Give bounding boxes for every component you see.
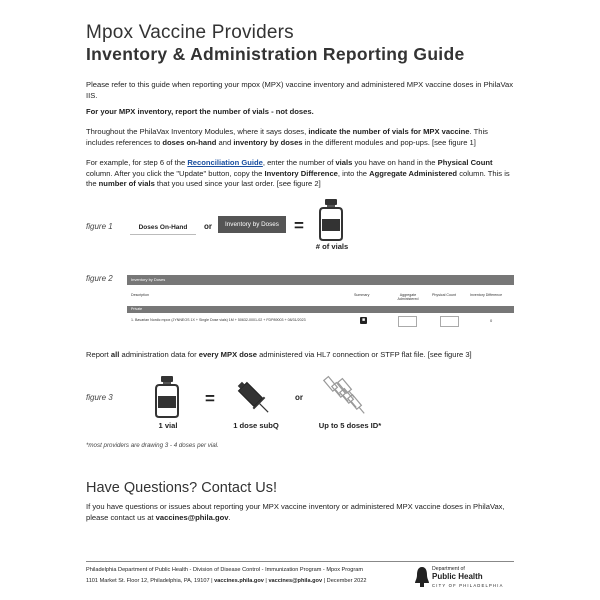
- inventory-by-doses-tab: Inventory by Doses: [218, 216, 286, 233]
- footer-email[interactable]: vaccines@phila.gov: [268, 578, 323, 584]
- inventory-table-title: Inventory by Doses: [127, 275, 514, 285]
- intro-paragraph: Please refer to this guide when reporting your mpox (MPX) vaccine inventory and administered MPX vaccine doses in PhilaVax IIS.: [86, 80, 514, 100]
- footer-divider: [86, 561, 514, 562]
- figure-3-label: figure 3: [86, 393, 113, 402]
- aggregate-administered-input: [398, 316, 417, 327]
- physical-count-input: [440, 316, 459, 327]
- questions-paragraph: If you have questions or issues about reporting your MPX vaccine inventory or administered MPX vaccine doses in PhilaVax, please contact us at vaccines@phila.gov.: [86, 502, 505, 522]
- col-inventory-difference: Inventory Difference: [470, 293, 503, 297]
- vial-icon: [155, 376, 179, 418]
- logo-city: CITY OF PHILADELPHIA: [432, 583, 504, 588]
- footer-line-1: Philadelphia Department of Public Health - Division of Disease Control - Immunization Program - Mpox Program: [86, 567, 364, 573]
- syringe-icon: [234, 378, 274, 418]
- figure-3-caption-id: Up to 5 doses ID*: [318, 421, 382, 430]
- figure-1-label: figure 1: [86, 222, 113, 231]
- logo-public-health: Public Health: [432, 572, 483, 581]
- contact-email[interactable]: vaccines@phila.gov: [155, 512, 229, 522]
- col-physical-count: Physical Count: [432, 293, 456, 297]
- figure-1-caption: # of vials: [315, 242, 349, 251]
- figure-1-or: or: [204, 222, 212, 231]
- col-summary: Summary: [354, 293, 370, 297]
- summary-icon: ■: [361, 317, 366, 323]
- col-aggregate-administered: Aggregate Administered: [397, 293, 419, 301]
- footer-line-2: 1101 Market St. Floor 12, Philadelphia, PA, 19107 | vaccines.phila.gov | vaccines@phila.gov | December 2022: [86, 578, 367, 584]
- footnote: *most providers are drawing 3 - 4 doses per vial.: [86, 442, 219, 449]
- doses-on-hand-label: Doses On-Hand: [130, 221, 196, 235]
- figure-3-caption-vial: 1 vial: [158, 421, 178, 430]
- page-title: Inventory & Administration Reporting Guide: [86, 44, 465, 64]
- title-line-1: Mpox Vaccine Providers: [86, 22, 294, 43]
- figure-2-label: figure 2: [86, 274, 113, 283]
- logo-department: Department of: [432, 566, 465, 572]
- questions-heading: Have Questions? Contact Us!: [86, 480, 278, 496]
- figure-3-or: or: [295, 393, 303, 402]
- modules-paragraph: Throughout the PhilaVax Inventory Modules, where it says doses, indicate the number of vials for MPX vaccine. This includes references to doses on-hand and inventory by doses in the different modules and pop-ups. [see figure 1]: [86, 127, 488, 147]
- figure-1-equals: =: [294, 216, 304, 235]
- figure-3-equals: =: [205, 389, 215, 408]
- col-description: Description: [131, 293, 149, 297]
- inventory-rule: For your MPX inventory, report the number of vials - not doses.: [86, 107, 314, 116]
- footer-website[interactable]: vaccines.phila.gov: [214, 578, 264, 584]
- multi-syringe-icon: [322, 374, 370, 418]
- example-paragraph: For example, for step 6 of the Reconciliation Guide, enter the number of vials you have on hand in the Physical Count column. After you click the "Update" button, copy the Inventory Difference, into the Aggregate Administered column. This is the number of vials that you used since your last order. [see figure 2]: [86, 158, 510, 188]
- vial-icon: [319, 199, 343, 241]
- reconciliation-guide-link[interactable]: Reconciliation Guide: [187, 158, 263, 167]
- figure-3-caption-subq: 1 dose subQ: [233, 421, 279, 430]
- table-group-row: Private: [127, 306, 514, 313]
- inventory-difference-value: 0: [490, 318, 493, 323]
- bell-logo-icon: [414, 566, 430, 588]
- administration-paragraph: Report all administration data for every MPX dose administered via HL7 connection or STFP flat file. [see figure 3]: [86, 350, 472, 359]
- table-row-description: 1. Bavarian Nordic mpox (JYNNEOS 1X + Single Dose vials) 1M + 50632-0001-02 + FDP89003 + 08/31/2023: [131, 318, 306, 322]
